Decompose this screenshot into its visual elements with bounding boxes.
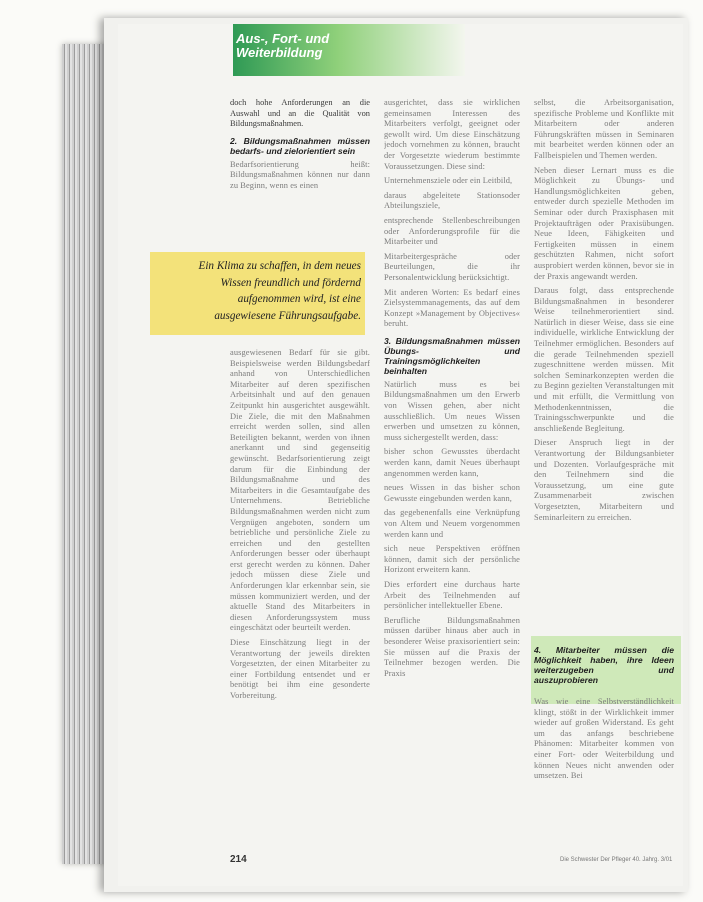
paragraph: Neben dieser Lernart muss es die Möglichkeit zu Übungs- und Handlungsmöglichkeiten geben, entweder durch spezielle Methoden im Seminar oder durch Praxisphasen mit Projektaufträgen oder Praxisübungen. Neue Ideen, Fähigkeiten und Fertigkeiten müssen in einem geschützten Rahmen, nicht sofort ausprobiert werden können, bevor sie in der Praxis angewandt werden. (534, 165, 674, 281)
list-item: das gegebenenfalls eine Verknüpfung von Altem und Neuem vorgenommen werden kann und (384, 508, 520, 539)
list-item: Mitarbeitergespräche oder Beurteilungen, die ihr Personalentwicklung berücksichtigt. (384, 251, 520, 282)
subheading-4: 4. Mitarbeiter müssen die Möglichkeit haben, ihre Ideen weiterzugeben und auszuprobieren (534, 645, 674, 685)
list-item: Unternehmensziele oder ein Leitbild, (384, 176, 513, 186)
paragraph: Dies erfordert eine durchaus harte Arbeit des Teilnehmenden auf persönlicher intellektueller Ebene. (384, 579, 520, 611)
pull-quote-line: aufgenommen wird, ist eine (237, 293, 361, 305)
paragraph: Dieser Anspruch liegt in der Verantwortung der Bildungsanbieter und Dozenten. Vorlaufgespräche mit den Teilnehmern sind die Voraussetzung, um eine gute Zusammenarbeit zwischen Vorgesetzten, Mitarbeitern und Seminarleitern zu erreichen. (534, 438, 674, 522)
subheading-2: 2. Bildungsmaßnahmen müssen bedarfs- und zielorientiert sein (230, 135, 370, 156)
paragraph: doch hohe Anforderungen an die Auswahl und an die Qualität von Bildungsmaßnahmen. (230, 98, 370, 129)
column-1-bottom (230, 348, 370, 706)
paragraph: ausgewiesenen Bedarf für sie gibt. Beispielsweise werden Bildungsbedarf anhand von Unterschiedlichen Mitarbeiter auf deren spezifischen Arbeitsinhalt und auf den genauen Zeitpunkt hin ausgerichtet ausgewählt. Die Ziele, die mit den Maßnahmen erreicht werden sollen, sind allen Beteiligten bekannt, werden von ihnen anerkannt und sind gegenseitig gewünscht. Bedarfsorientierung zeigt darum für die Einbindung der Bildungsmaßnahme und des Mitarbeiters in die Gesamtaufgabe des Unternehmens. Betriebliche Bildungsmaßnahmen werden nicht zum Vergnügen angeboten, sondern um betriebliche und persönliche Ziele zu erreichen und den gestellten Anforderungen besser oder überhaupt erst gerecht werden zu können. Daher jedoch müssen diese Ziele und Anforderungen klar erkennbar sein, sie müssen kommuniziert werden, und der aktuelle Stand des Mitarbeiters in diesen Anforderungssystem muss eingeschätzt oder beurteilt werden. (230, 348, 370, 633)
list-item: entsprechende Stellenbeschreibungen oder Anforderungsprofile für die Mitarbeiter und (384, 215, 520, 247)
list-item: sich neue Perspektiven eröffnen können, damit sich der persönliche Horizont erweitern kann. (384, 544, 520, 575)
list-item: neues Wissen in das bisher schon Gewusste eingebunden werden kann, (384, 483, 520, 503)
pull-quote-line: Wissen freundlich und fördernd (220, 276, 361, 289)
paragraph: Daraus folgt, dass entsprechende Bildungsmaßnahmen in besonderer Weise teilnehmerorientiert sind. Natürlich in dieser Weise, dass sie eine individuelle, wirkliche Entwicklung der Teilnehmer ermöglichen. Besonders auf die gerade Teilnehmenden speziell zugeschnittene werden müssen. Mit solchen Seminarkonzepten werden die zu Beginn gezielten Veranstaltungen mit und mit erfüllt, die Vermittlung von Methodenkenntnissen, die Trainingsschwerpunkte und die anschließende Begleitung. (534, 286, 674, 433)
list-item: daraus abgeleitete Stationsoder Abteilungsziele, (384, 190, 520, 211)
column-3 (534, 98, 674, 527)
list-item: bisher schon Gewusstes überdacht werden kann, damit Neues überhaupt angenommen werden kann, (384, 447, 520, 478)
running-footer: Die Schwester Der Pfleger 40. Jahrg. 3/01 (560, 857, 673, 863)
pull-quote-line: ausgewiesene Führungsaufgabe. (214, 309, 361, 322)
paragraph: Mit anderen Worten: Es bedarf eines Zielsystemmanagements, das auf dem Konzept »Management by Objectives« beruht. (384, 287, 520, 329)
section-title (236, 32, 329, 60)
paragraph: selbst, die Arbeitsorganisation, spezifische Probleme und Konflikte mit Mitarbeitern oder anderen Führungskräften müssen in Seminaren mit bearbeitet werden können oder an Fallbeispielen und Themen werden. (534, 98, 674, 160)
pull-quote (156, 258, 361, 324)
paragraph: Berufliche Bildungsmaßnahmen müssen darüber hinaus aber auch in besonderer Weise praxisorientiert sein: Sie müssen auf die Praxis der Teilnehmer bezogen werden. Die Praxis (384, 615, 520, 678)
section-title-line2: Weiterbildung (236, 45, 323, 60)
subheading-3: 3. Bildungsmaßnahmen müssen Übungs- und Trainingsmöglichkeiten beinhalten (384, 335, 520, 376)
paragraph: Was wie eine Selbstverständlichkeit klingt, stößt in der Wirklichkeit immer wieder auf großen Widerstand. Es geht um das anfangs beschriebene Phänomen: Mitarbeiter kommen von einer Fort- oder Weiterbildung und können Neues nicht anwenden oder umsetzen. Bei (534, 697, 674, 781)
paragraph: Natürlich muss es bei Bildungsmaßnahmen um den Erwerb von Wissen gehen, aber nicht ausschließlich. Um neues Wissen erwerben und umsetzen zu können, muss sichergestellt werden, dass: (384, 379, 520, 442)
section-title-line1: Aus-, Fort- und (236, 31, 330, 46)
column-2 (384, 98, 520, 683)
paragraph: Diese Einschätzung liegt in der Verantwortung der jeweils direkten Vorgesetzten, der einen Mitarbeiter zu einer Fortbildung entsendet und er benötigt bei ihm eine gesonderte Vorbereitung. (230, 638, 370, 700)
page-number: 214 (230, 854, 247, 865)
pull-quote-line: Ein Klima zu schaffen, in dem neues (198, 260, 361, 272)
paragraph: Bedarfsorientierung heißt: Bildungsmaßnahmen können nur dann zu Beginn, wenn es einen (230, 159, 370, 190)
column-3-bottom (534, 639, 674, 786)
column-1-top (230, 98, 370, 196)
paragraph: ausgerichtet, dass sie wirklichen gemeinsamen Interessen des Mitarbeiters verfolgt, geeignet oder gewollt wird. Um diese Einschätzung jedoch vornehmen zu können, braucht der Vorgesetzte wiederum bestimmte Voraussetzungen. Diese sind: (384, 98, 520, 171)
